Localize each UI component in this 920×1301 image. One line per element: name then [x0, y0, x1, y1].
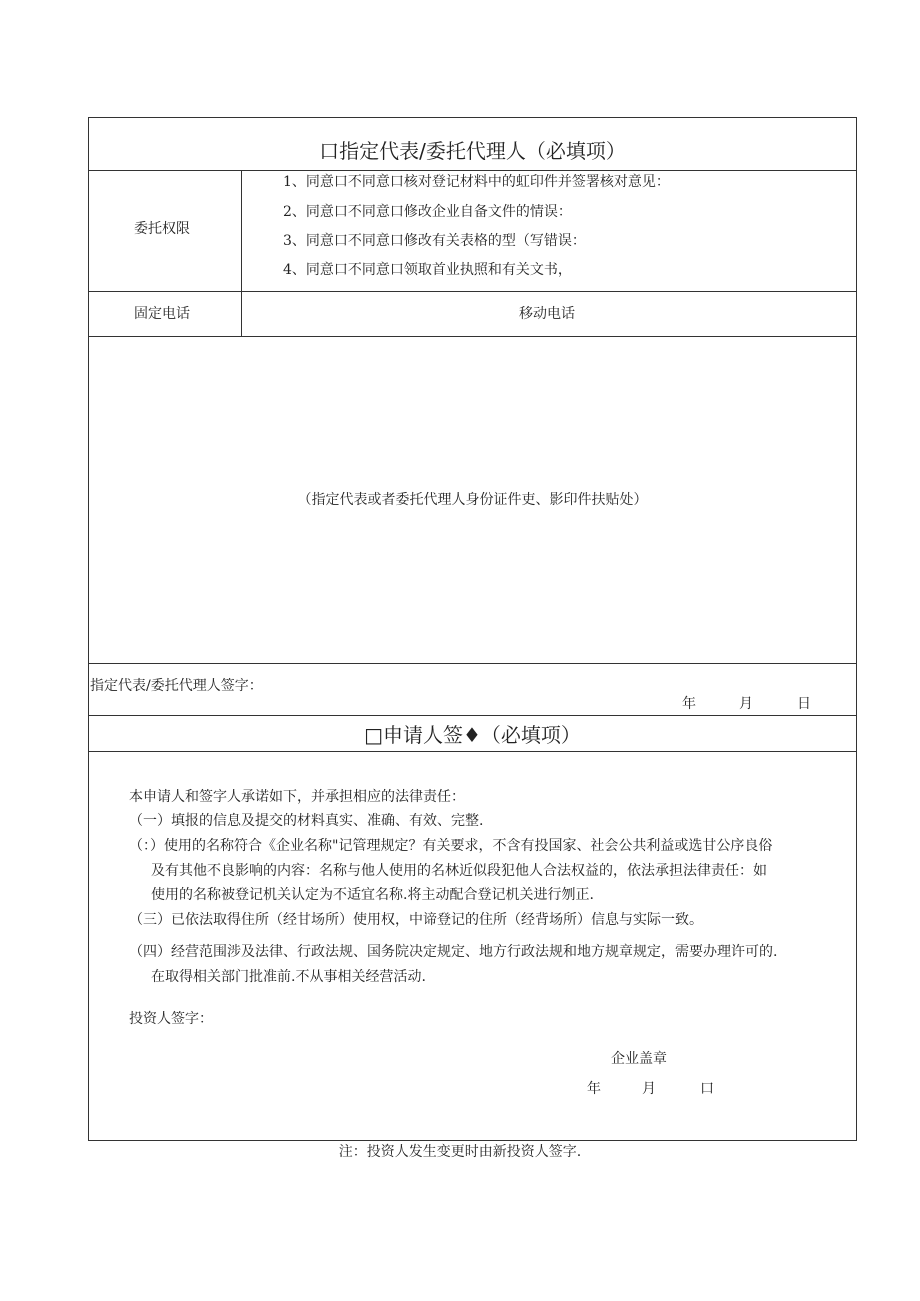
- application-form: [88, 117, 857, 1141]
- section1-title: 口指定代表/委托代理人（必填项）: [319, 139, 626, 163]
- authority-item-3: 3、同意口不同意口修改有关表格的型（写错误：: [283, 233, 586, 249]
- row-divider: [89, 170, 856, 171]
- row-divider: [89, 751, 856, 752]
- row-divider: [89, 715, 856, 716]
- commitment-item-2-cont: 及有其他不良影响的内容：名称与他人使用的名林近似段犯他人合法权益的，依法承担法律责任：如: [151, 863, 767, 879]
- id-paste-area: （指定代表或者委托代理人身份证件吏、影印件扶贴处）: [297, 492, 648, 508]
- commitment-item-3: （三）已依法取得住所（经甘场所）使用权，中谛登记的住所（经背场所）信息与实际一致。: [129, 912, 703, 928]
- row-divider: [89, 336, 856, 337]
- company-seal-label: 企业盖章: [611, 1051, 667, 1067]
- seal-date-month: 月: [642, 1081, 656, 1097]
- landline-label: 固定电话: [134, 306, 190, 322]
- column-divider: [241, 170, 242, 336]
- commitment-item-4-cont: 在取得相关部门批准前.不从事相关经营活动.: [151, 969, 426, 985]
- date-day: 日: [797, 696, 811, 712]
- date-month: 月: [739, 696, 753, 712]
- row-divider: [89, 663, 856, 664]
- commitment-item-1: （一）填报的信息及提交的材料真实、准确、有效、完整.: [129, 813, 484, 829]
- authority-label: 委托权限: [134, 221, 190, 237]
- authority-item-4: 4、同意口不同意口领取首业执照和有关文书，: [283, 262, 572, 278]
- agent-signature-label: 指定代表/委托代理人签字：: [90, 678, 263, 694]
- commitment-intro: 本申请人和签字人承诺如下，并承担相应的法律责任：: [129, 789, 465, 805]
- commitment-item-2: （：）使用的名称符合《企业名称"记管理规定？有关要求，不含有投国家、社会公共利益或选甘公序良俗: [129, 838, 773, 854]
- authority-item-1: 1、同意口不同意口核对登记材料中的虹印件并签署核对意见：: [283, 174, 670, 190]
- investor-signature-label: 投资人签字：: [129, 1011, 213, 1027]
- section2-title: □申请人签♦（必填项）: [364, 723, 581, 747]
- seal-date-day: 口: [700, 1081, 714, 1097]
- seal-date-year: 年: [587, 1081, 601, 1097]
- commitment-item-4: （四）经营范围涉及法律、行政法规、国务院决定规定、地方行政法规和地方规章规定，需要办理许可的.: [129, 944, 778, 960]
- commitment-item-2-cont: 使用的名称被登记机关认定为不适宜名称.将主动配合登记机关进行刎正.: [151, 887, 594, 903]
- authority-item-2: 2、同意口不同意口修改企业自备文件的情误：: [283, 204, 572, 220]
- row-divider: [89, 291, 856, 292]
- date-year: 年: [682, 696, 696, 712]
- footer-note: 注：投资人发生变更时由新投资人签字.: [338, 1144, 582, 1160]
- mobile-label: 移动电话: [519, 306, 575, 322]
